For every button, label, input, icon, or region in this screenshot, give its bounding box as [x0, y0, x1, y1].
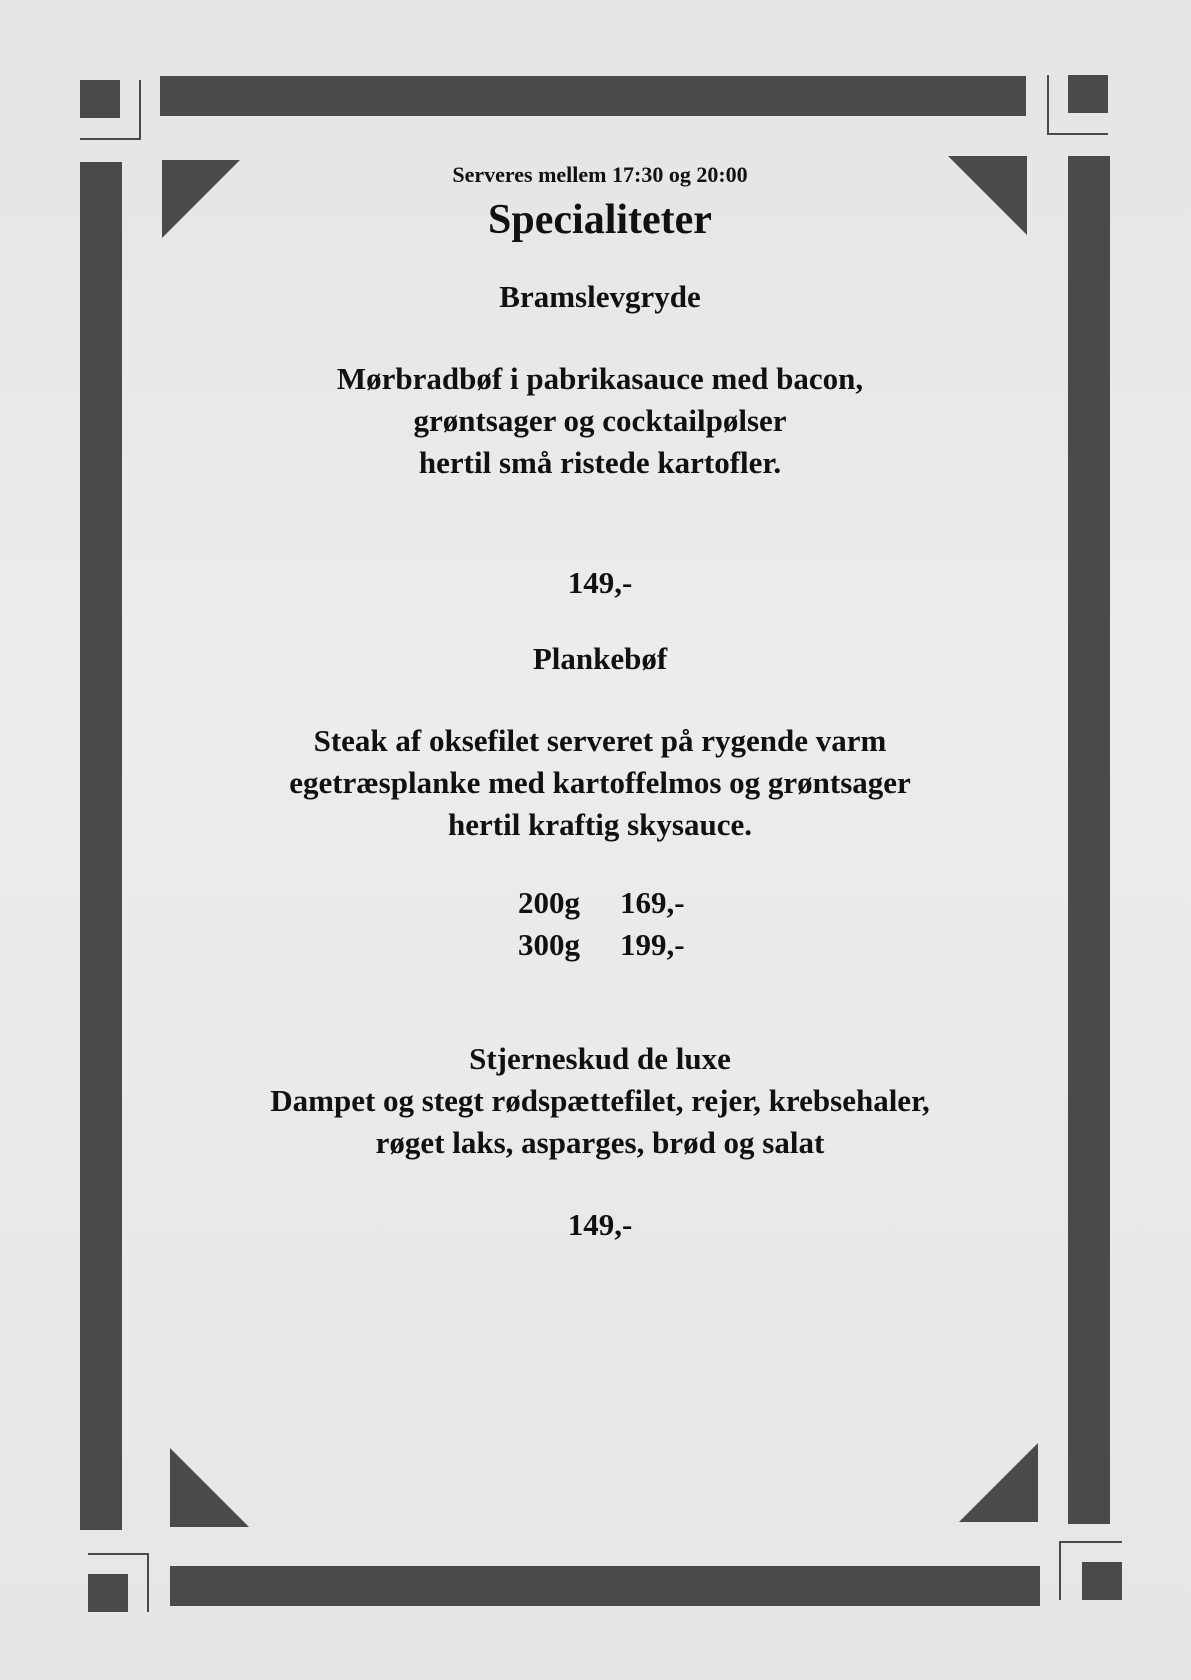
dish-name-bramslevgryde: Bramslevgryde	[499, 279, 701, 314]
dish-description	[200, 358, 1000, 484]
dish-description	[200, 720, 1000, 846]
page-title: Specialiteter	[488, 197, 712, 243]
portion-price: 199,-	[620, 927, 685, 962]
description-line: Steak af oksefilet serveret på rygende varm	[313, 723, 887, 758]
corner-square-bottom-left	[88, 1574, 128, 1612]
description-line: hertil kraftig skysauce.	[448, 807, 752, 842]
corner-square-bottom-right	[1082, 1562, 1122, 1600]
border-left-bar	[80, 162, 122, 1530]
price-row	[200, 882, 1000, 924]
border-right-bar	[1068, 156, 1110, 1524]
description-line: hertil små ristede kartofler.	[418, 445, 782, 480]
menu-content	[200, 160, 1000, 1246]
border-top-bar	[160, 76, 1026, 116]
corner-square-top-right	[1068, 75, 1108, 113]
description-line: røget laks, asparges, brød og salat	[375, 1125, 825, 1160]
description-line: Mørbradbøf i pabrikasauce med bacon,	[336, 361, 864, 396]
portion-size: 300g	[518, 927, 580, 962]
portion-price: 169,-	[620, 885, 685, 920]
border-bottom-bar	[170, 1566, 1040, 1606]
dish-price: 149,-	[567, 565, 633, 600]
description-line: egetræsplanke med kartoffelmos og grøntsager	[289, 765, 911, 800]
portion-size: 200g	[518, 885, 580, 920]
dish-name-plankebof: Plankebøf	[532, 641, 668, 676]
description-line: Dampet og stegt rødspættefilet, rejer, krebsehaler,	[270, 1083, 930, 1118]
price-row	[200, 924, 1000, 966]
description-line: grøntsager og cocktailpølser	[413, 403, 787, 438]
dish-name-stjerneskud: Stjerneskud de luxe	[469, 1041, 731, 1076]
serving-hours: Serveres mellem 17:30 og 20:00	[452, 162, 748, 187]
price-list	[200, 882, 1000, 966]
corner-square-top-left	[80, 80, 120, 118]
dish-description	[200, 1080, 1000, 1164]
corner-triangle-bottom-right	[959, 1443, 1038, 1522]
dish-price: 149,-	[567, 1207, 633, 1242]
corner-triangle-bottom-left	[170, 1448, 249, 1527]
